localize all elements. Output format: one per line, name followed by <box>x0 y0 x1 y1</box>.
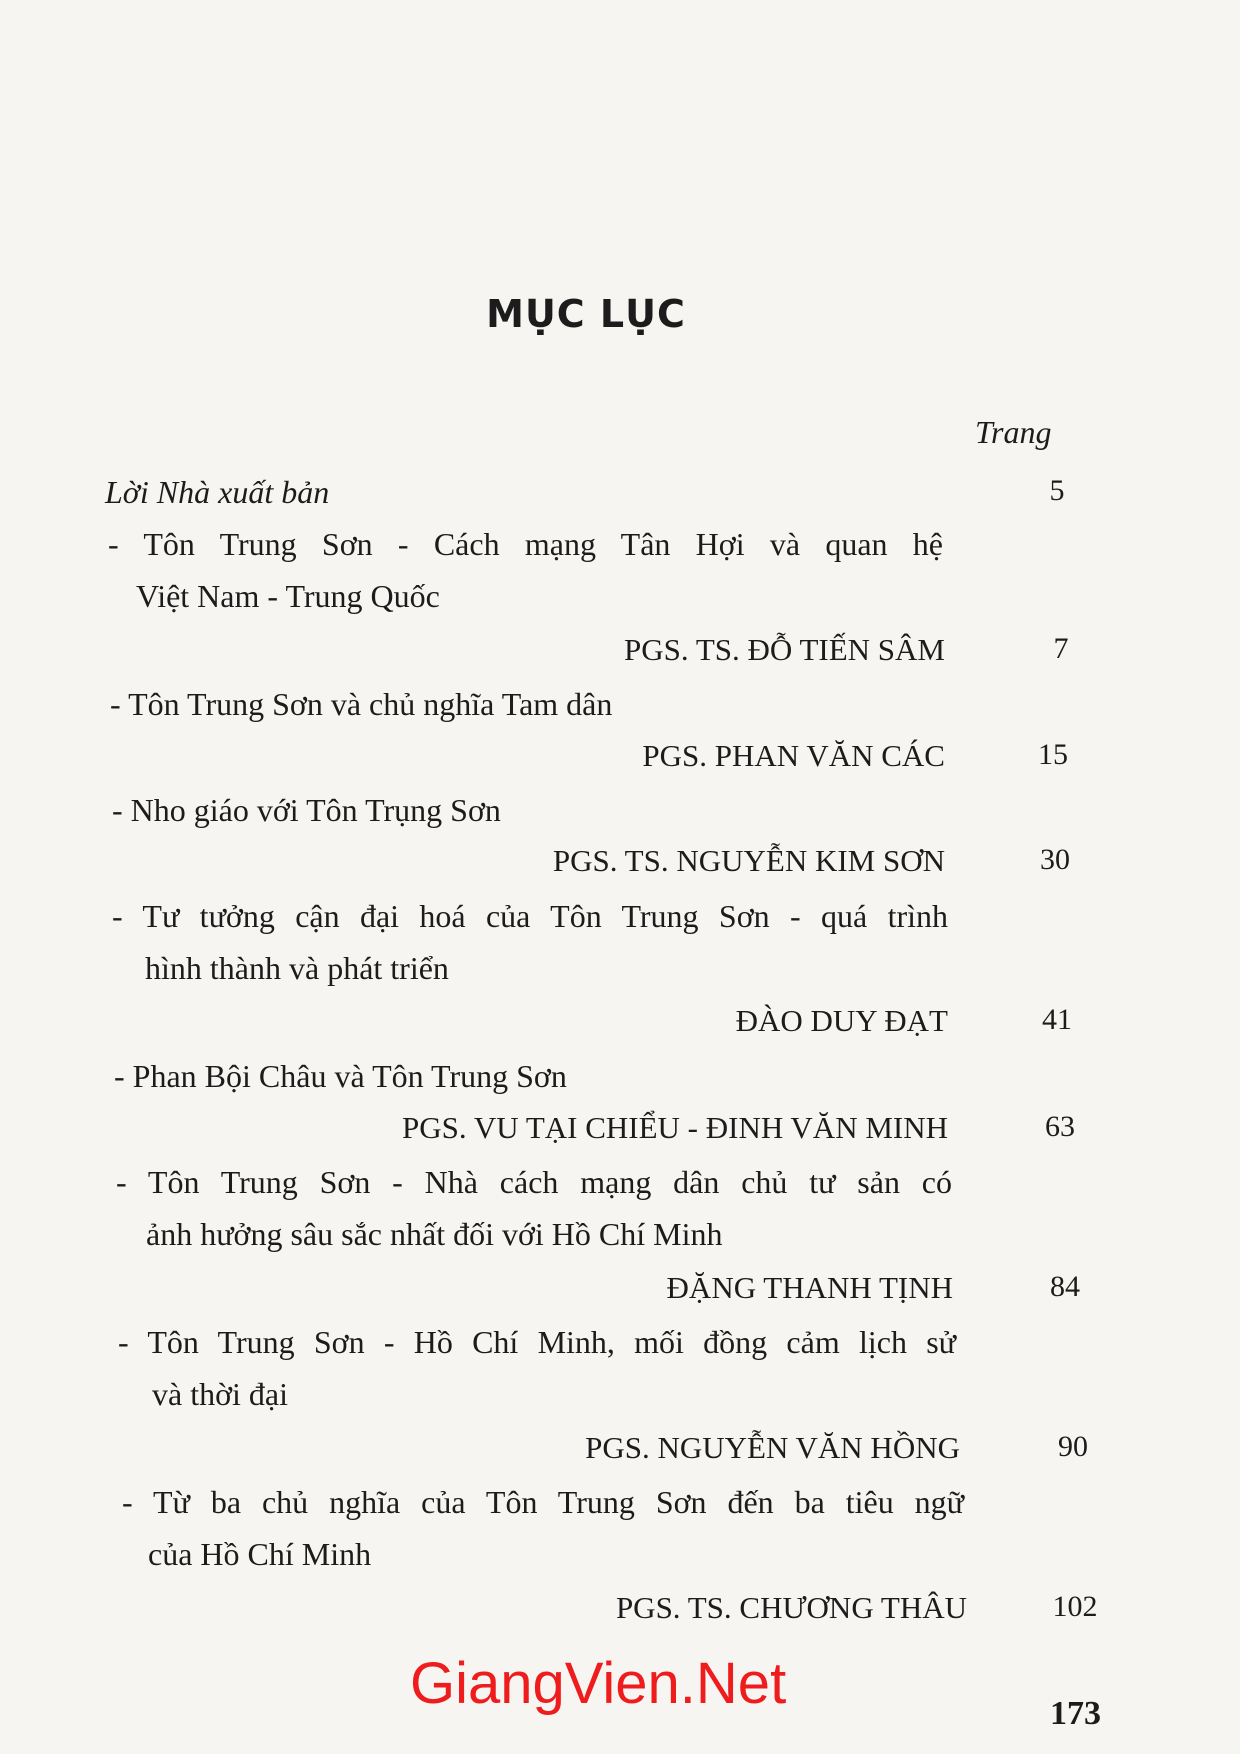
toc-entry-6-line-1: - Tôn Trung Sơn - Nhà cách mạng dân chủ tư sản có <box>116 1164 952 1200</box>
toc-entry-5-page: 63 <box>1045 1110 1075 1143</box>
toc-entry-7-line-2: và thời đại <box>152 1376 288 1412</box>
toc-entry-4-line-1: - Tư tưởng cận đại hoá của Tôn Trung Sơn - quá trình <box>112 898 948 934</box>
toc-entry-7-author: PGS. NGUYỄN VĂN HỒNG <box>585 1430 960 1465</box>
toc-entry-8-page: 102 <box>1052 1590 1098 1623</box>
toc-entry-8-line-1: - Từ ba chủ nghĩa của Tôn Trung Sơn đến ba tiêu ngữ <box>122 1484 964 1520</box>
toc-entry-2-page: 15 <box>1038 738 1068 771</box>
toc-entry-1-author: PGS. TS. ĐỖ TIẾN SÂM <box>624 632 945 667</box>
toc-entry-4-author: ĐÀO DUY ĐẠT <box>735 1003 948 1038</box>
page-title: MỤC LỤC <box>486 292 686 336</box>
toc-entry-4-line-2: hình thành và phát triển <box>145 950 449 986</box>
toc-intro-page: 5 <box>1049 474 1065 507</box>
toc-entry-5-line-1: - Phan Bội Châu và Tôn Trung Sơn <box>114 1058 567 1094</box>
toc-entry-8-author: PGS. TS. CHƯƠNG THÂU <box>615 1590 967 1625</box>
toc-entry-7-line-1: - Tôn Trung Sơn - Hồ Chí Minh, mối đồng cảm lịch sử <box>118 1324 956 1360</box>
toc-entry-8-line-2: của Hồ Chí Minh <box>148 1536 372 1572</box>
toc-entry-3-page: 30 <box>1040 843 1070 876</box>
toc-entry-3-author: PGS. TS. NGUYỄN KIM SƠN <box>552 843 945 878</box>
page-number: 173 <box>1050 1695 1101 1732</box>
toc-entry-3-line-1: - Nho giáo với Tôn Trụng Sơn <box>112 792 501 828</box>
toc-entry-7-page: 90 <box>1058 1430 1088 1463</box>
toc-entry-1-line-2: Việt Nam - Trung Quốc <box>136 578 440 614</box>
toc-entry-6-page: 84 <box>1050 1270 1080 1303</box>
toc-entry-1-page: 7 <box>1053 632 1069 665</box>
toc-intro-title: Lời Nhà xuất bản <box>105 474 330 510</box>
toc-entry-6-author: ĐẶNG THANH TỊNH <box>666 1270 953 1305</box>
toc-entry-6-line-2: ảnh hưởng sâu sắc nhất đối với Hồ Chí Minh <box>146 1216 723 1252</box>
toc-entry-4-page: 41 <box>1042 1003 1072 1036</box>
toc-entry-5-author: PGS. VU TẠI CHIỂU - ĐINH VĂN MINH <box>402 1110 948 1145</box>
watermark: GiangVien.Net <box>410 1651 787 1716</box>
toc-entry-2-line-1: - Tôn Trung Sơn và chủ nghĩa Tam dân <box>110 686 613 722</box>
toc-entry-2-author: PGS. PHAN VĂN CÁC <box>642 738 945 773</box>
toc-entry-1-line-1: - Tôn Trung Sơn - Cách mạng Tân Hợi và quan hệ <box>108 526 943 562</box>
page-column-header: Trang <box>975 414 1052 450</box>
